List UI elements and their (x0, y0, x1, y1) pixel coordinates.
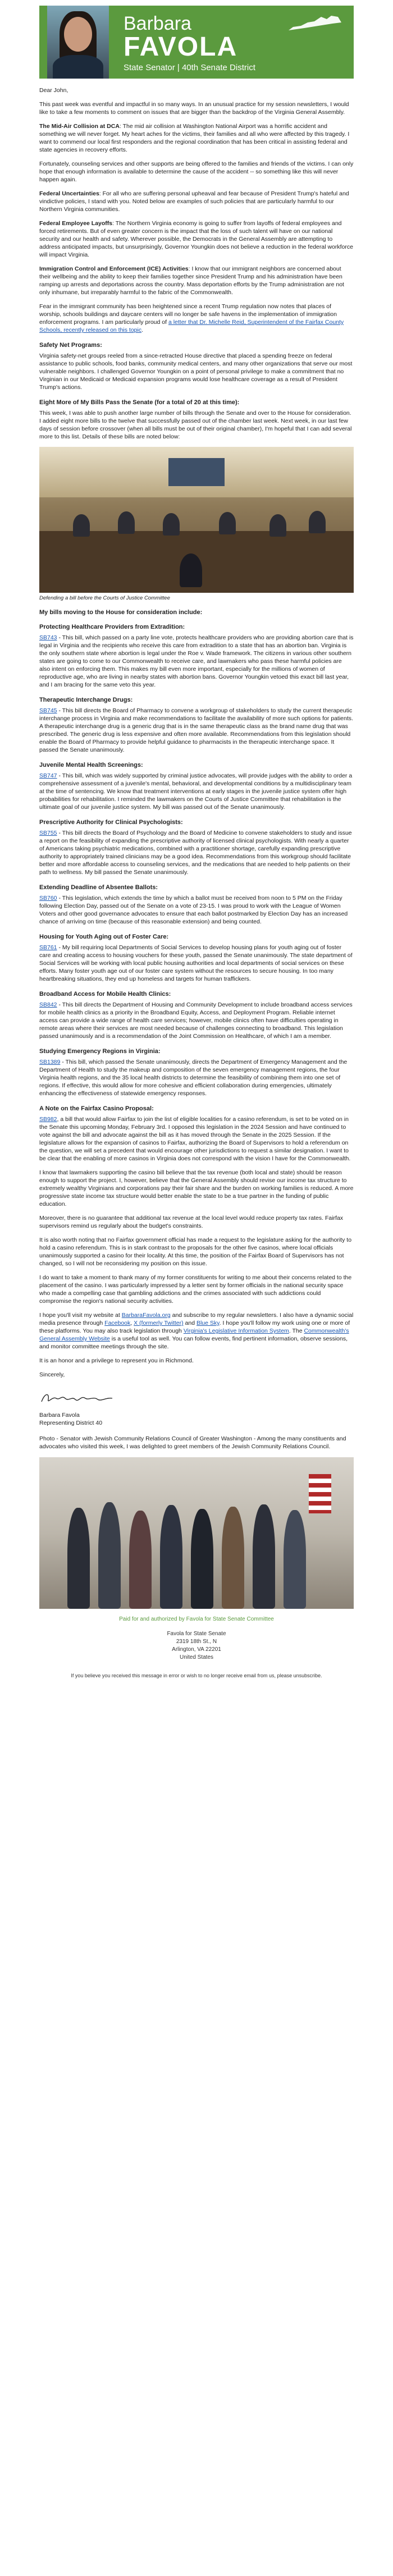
website-link[interactable]: BarbaraFavola.org (121, 1312, 171, 1319)
bill-title: Studying Emergency Regions in Virginia: (39, 1048, 161, 1055)
bill-title: Housing for Youth Aging out of Foster Care: (39, 934, 169, 940)
bill-list (39, 624, 354, 1097)
header-subtitle: State Senator | 40th Senate District (124, 63, 255, 72)
bill-number-link[interactable]: SB842 (39, 1001, 57, 1008)
bluesky-link[interactable]: Blue Sky (196, 1320, 220, 1326)
bill-number-link[interactable]: SB760 (39, 895, 57, 902)
bill-title: Protecting Healthcare Providers from Extradition: (39, 624, 185, 630)
general-assembly-link[interactable]: Commonwealth's General Assembly Website (39, 1328, 349, 1342)
section-dca: The Mid-Air Collision at DCA: The mid air collision at Washington National Airport was a horrific accident and something we will never forget. My heart aches for the victims, their families and all who were affected by this tragedy. I want to commend our local first responders and the regional coordination that has been critical in assisting federal and state agencies in recovery efforts. (39, 123, 350, 153)
bill-title: Broadband Access for Mobile Health Clinics: (39, 991, 171, 998)
bill-text: SB761 - My bill requiring local Departments of Social Services to develop housing plans for youth aging out of foster care and creating access to housing vouchers for these youth, passed the Senate unanimously. The state department of Social Services will be working with local public housing authorities and local departments of social services on these efforts. Many foster youth age out of our foster care system without the resources to secure housing. In too many heartbreaking situations, they end up homeless and targets for human traffickers. (39, 944, 353, 982)
senator-portrait (47, 6, 109, 79)
footer-city: Arlington, VA 22201 (172, 1646, 221, 1653)
bill-number-link[interactable]: SB745 (39, 707, 57, 714)
casino-p5: I do want to take a moment to thank many of my former constituents for writing to me about their concerns related to the placement of the casino. I was particularly impressed by a letter sent by former officials in the national security space who made a compelling case that gambling addictions and the crimes associated with such addictions could compromise the region's national security activities. (39, 1274, 352, 1305)
virginia-state-icon (287, 11, 344, 34)
unsubscribe-notice[interactable]: If you believe you received this message in error or wish to no longer receive email from us, please unsubscribe. (71, 1673, 322, 1678)
group-photo (39, 1457, 354, 1609)
section-ice: Immigration Control and Enforcement (ICE) Activities: I know that our immigrant neighbors are concerned about their wellbeing and the ability to keep their families together since President Trump and his administration have been ramping up arrests and deportations across the country. Mass deportation efforts by the Trump administration are not only inhumane, but irreparably harmful to the fabric of the Commonwealth. (39, 266, 344, 296)
section-dca-title: The Mid-Air Collision at DCA (39, 123, 120, 130)
bill-text: SB842 - This bill directs the Department of Housing and Community Development to include broadband access services for mobile health clinics as a priority in the Broadband Equity, Access, and Deployment Program. Reliable internet access can provide a wide range of health care services; however, mobile clinics often have difficulties operating in remote areas where their services are most needed because of challenges connecting to broadband. This legislation passed unanimously and is a recommendation of the Joint Commission on Healthcare, of which I am a member. (39, 1001, 353, 1040)
closing-honor: It is an honor and a privilege to represent you in Richmond. (39, 1357, 194, 1364)
bills-passed-text: This week, I was able to push another large number of bills through the Senate and over to the House for consideration. I added eight more bills to the twelve that successfully passed out of the chamber last week. Next week, in our last few days of session before crossover (when all bills must be out of their original chamber), I'm hopeful that I can add several more to this list. Details of these bills are noted below: (39, 410, 352, 440)
bill-text: SB1389 - This bill, which passed the Senate unanimously, directs the Department of Emergency Management and the Department of Health to study the makeup and composition of the seven emergency management regions, the four Virginia health regions, and the 35 local health districts to determine the feasibility of combining them into one set of regions. If effective, this would allow for more cohesive and efficient collaboration during emergencies, ultimately enhancing the effectiveness of statewide emergency responses. (39, 1059, 348, 1097)
sender-block (39, 1411, 354, 1427)
lis-link[interactable]: Virginia's Legislative Information System (183, 1328, 289, 1334)
bill-text: SB747 - This bill, which was widely supported by criminal justice advocates, will provide judges with the ability to order a comprehensive assessment of a juvenile's mental, behavioral, and developmental conditions by a multidisciplinary team at the time of sentencing. We know that treatment interventions at early stages in the juvenile justice system offer high probabilities for rehabilitation. I reminded the lawmakers on the Courts of Justice Committee that rehabilitation is the ultimate goal of our juvenile justice system. My bill was passed out of the Senate unanimously. (39, 772, 353, 811)
twitter-link[interactable]: X (formerly Twitter) (134, 1320, 184, 1326)
section-federal-uncertainties: Federal Uncertainties: For all who are suffering personal upheaval and fear because of President Trump's hateful and vindictive policies, I stand with you. Noted below are examples of such policies that are particularly harmful to our Northern Virginia communities. (39, 190, 349, 213)
closing-sincerely: Sincerely, (39, 1371, 65, 1378)
bill-number-link[interactable]: SB755 (39, 830, 57, 836)
header-last-name: FAVOLA (124, 32, 238, 62)
facebook-link[interactable]: Facebook (104, 1320, 131, 1326)
section-federal-uncertainties-title: Federal Uncertainties (39, 190, 99, 197)
safety-net-text: Virginia safety-net groups reeled from a since-retracted House directive that placed a spending freeze on federal assistance to public schools, food banks, community medical centers, and many other organizations that serve our most vulnerable neighbors. I challenged Governor Youngkin on a point of personal privilege to make a commitment that no Virginian in our Medicaid or Medicaid expansion programs would lose healthcare coverage as a result of President Trump's actions. (39, 353, 353, 391)
committee-photo-caption: Defending a bill before the Courts of Justice Committee (39, 595, 170, 601)
footer-street: 2319 18th St., N (176, 1639, 217, 1645)
newsletter-header (39, 6, 354, 79)
casino-title: A Note on the Fairfax Casino Proposal: (39, 1105, 154, 1112)
footer (39, 1616, 354, 1693)
bill-title: Juvenile Mental Health Screenings: (39, 762, 143, 768)
section-fear: Fear in the immigrant community has been heightened since a recent Trump regulation now notes that places of worship, schools buildings and daycare centers will no longer be safe havens in the implementation of immigration enforcement programs. I am particularly proud of a letter that Dr. Michelle Reid, Superintendent of the Fairfax County Schools, recently released on this topic. (39, 303, 344, 333)
footer-org: Favola for State Senate (167, 1631, 226, 1637)
casino-p2: I know that lawmakers supporting the casino bill believe that the tax revenue (both local and state) should be reason enough to support the project. I, however, believe that the General Assembly should revise our income tax structure to extremely wealthy Virginians and corporations pay their fair share and the burden on working families is reduced. A more progressive state income tax structure would better enable the state to be a true partner in the funding of public education. (39, 1169, 354, 1207)
sender-name: Barbara Favola (39, 1412, 80, 1419)
committee-photo (39, 447, 354, 593)
bill-text: SB755 - This bill directs the Board of Psychology and the Board of Medicine to convene stakeholders to study and issue a report on the feasibility of expanding the prescriptive authority of licensed clinical psychologists. With nearly a quarter of Americans taking psychiatric medications, combined with a practitioner shortage, carefully expanding prescriptive authority to appropriately trained clinicians may be a good idea. Recommendations from this workgroup should facilitate better and more affordable access to counseling services, and the medications that are needed to help patients on their path to wellness. My bill passed the Senate unanimously. (39, 830, 352, 876)
section-layoffs: Federal Employee Layoffs: The Northern Virginia economy is going to suffer from layoffs of federal employees and forced retirements. But of even greater concern is the impact that the loss of such talent will have on our national security and our health and safety. Wherever possible, the Democrats in the General Assembly are attempting to address anticipated impacts, but unsurprisingly, Governor Youngkin does not believe a reduction in the federal workforce will impact Virginia. (39, 220, 353, 258)
paid-for-notice: Paid for and authorized by Favola for State Senate Committee (119, 1616, 274, 1622)
bill-number-link[interactable]: SB1389 (39, 1059, 61, 1065)
intro-paragraph: This past week was eventful and impactful in so many ways. In an unusual practice for my session newsletters, I would like to take a few moments to comment on issues that are bigger than the backdrop of the Virginia General Assembly. (39, 101, 349, 116)
bill-title: Prescriptive Authority for Clinical Psychologists: (39, 819, 183, 826)
bill-title: Therapeutic Interchange Drugs: (39, 697, 133, 703)
casino-p4: It is also worth noting that no Fairfax government official has made a request to the legislature asking for the authority to hold a casino referendum. This is in stark contrast to the proposals for the other five casinos, where local officials unanimously supported a casino for their locality. At this time, the position of the Fairfax Board of Supervisors has not changed, so I will not be reconsidering my position on this issue. (39, 1237, 352, 1267)
casino-bill-link[interactable]: SB982 (39, 1116, 57, 1123)
safety-net-title: Safety Net Programs: (39, 342, 102, 349)
bill-text: SB760 - This legislation, which extends the time by which a ballot must be received from noon to 5 PM on the Friday following Election Day, passed out of the Senate on a vote of 23-15. I was proud to work with the League of Women Voters and other good governance advocates to ensure that each ballot postmarked by Election Day has an increased chance of arriving on time (because of this reasonable extension) and being counted. (39, 895, 348, 925)
bill-number-link[interactable]: SB747 (39, 772, 57, 779)
greeting: Dear John, (39, 87, 68, 94)
bill-text: SB745 - This bill directs the Board of Pharmacy to convene a workgroup of stakeholders to study the current therapeutic interchange process in Virginia and make recommendations to facilitate the availability of more such options for patients. A therapeutic interchange drug is a generic drug that is in the same therapeutic class as the brand name drug that was prescribed. The generic drug is less expensive and often more available. Recommendations from this legislation should enable the Board of Pharmacy to provide helpful guidance to pharmacists in the therapeutic interchange space. It passed the Senate unanimously. (39, 707, 353, 753)
group-photo-caption: Photo - Senator with Jewish Community Relations Council of Greater Washington - Among the many constituents and advocates who visited this week, I was delighted to greet members of the Jewish Community Relations Council. (39, 1435, 346, 1450)
bill-text: SB743 - This bill, which passed on a party line vote, protects healthcare providers who are providing abortion care that is legal in Virginia and the recipients who receive this care from extradition to a state that has an abortion ban. Virginia is the only southern state where abortion is legal under the Roe v. Wade framework. The citizens in various other southern states are going to come to our Commonwealth to receive care, and lawmakers who pass these harmful policies are also intent on enforcing them. This makes my bill even more important, especially for the millions of women of reproductive age, who are living in nearby states with abortion bans. Governor Youngkin vetoed this exact bill last year, and I am bracing for the same veto this year. (39, 634, 354, 688)
signature (39, 1390, 118, 1406)
sender-district: Representing District 40 (39, 1420, 103, 1426)
header-name-block (124, 13, 255, 72)
bills-intro: My bills moving to the House for consideration include: (39, 609, 203, 616)
reid-letter-link[interactable]: a letter that Dr. Michelle Reid, Superintendent of the Fairfax County Schools, recently released on this topic (39, 319, 344, 333)
section-counseling: Fortunately, counseling services and other supports are being offered to the families and friends of the victims. I can only hope that enough information is available to determine the cause of the accident -- so something like this will never happen again. (39, 161, 354, 183)
casino-p3: Moreover, there is no guarantee that additional tax revenue at the local level would reduce property tax rates. Fairfax supervisors remind us regularly about the budget's constraints. (39, 1215, 344, 1229)
bill-number-link[interactable]: SB761 (39, 944, 57, 951)
header-first-name: Barbara (124, 13, 191, 34)
footer-country: United States (179, 1654, 214, 1660)
casino-p1: SB982, a bill that would allow Fairfax to join the list of eligible localities for a casino referendum, is set to be voted on in the Senate this upcoming Monday, February 3rd. I opposed this legislation in the 2024 Session and have continued to vote against the bill and advocate against the bill as it has moved through the Senate in the 2025 Session. If the legislature allows for the expansion of casinos to Fairfax, authorizing the Board of Supervisors to hold a referendum on the question, we will set a precedent that would encourage other jurisdictions to request a similar designation. I want to be clear that the enabling of more casinos in Virginia does not correspond with the vision I have for the Commonwealth. (39, 1116, 351, 1162)
section-ice-title: Immigration Control and Enforcement (ICE) Activities (39, 266, 189, 272)
closing-links-paragraph: I hope you'll visit my website at BarbaraFavola.org and subscribe to my regular newsletters. I also have a dynamic social media presence through Facebook, X (formerly Twitter) and Blue Sky. I hope you'll follow my work using one or more of these platforms. You may also track legislation through Virginia's Legislative Information System. The Commonwealth's General Assembly Website is a useful tool as well. You can follow events, find pertinent information, observe sessions, and monitor committee meetings through the site. (39, 1312, 354, 1350)
section-layoffs-title: Federal Employee Layoffs (39, 220, 113, 227)
bills-passed-title: Eight More of My Bills Pass the Senate (for a total of 20 at this time): (39, 399, 240, 406)
bill-title: Extending Deadline of Absentee Ballots: (39, 884, 158, 891)
bill-number-link[interactable]: SB743 (39, 634, 57, 641)
newsletter (39, 6, 354, 1693)
